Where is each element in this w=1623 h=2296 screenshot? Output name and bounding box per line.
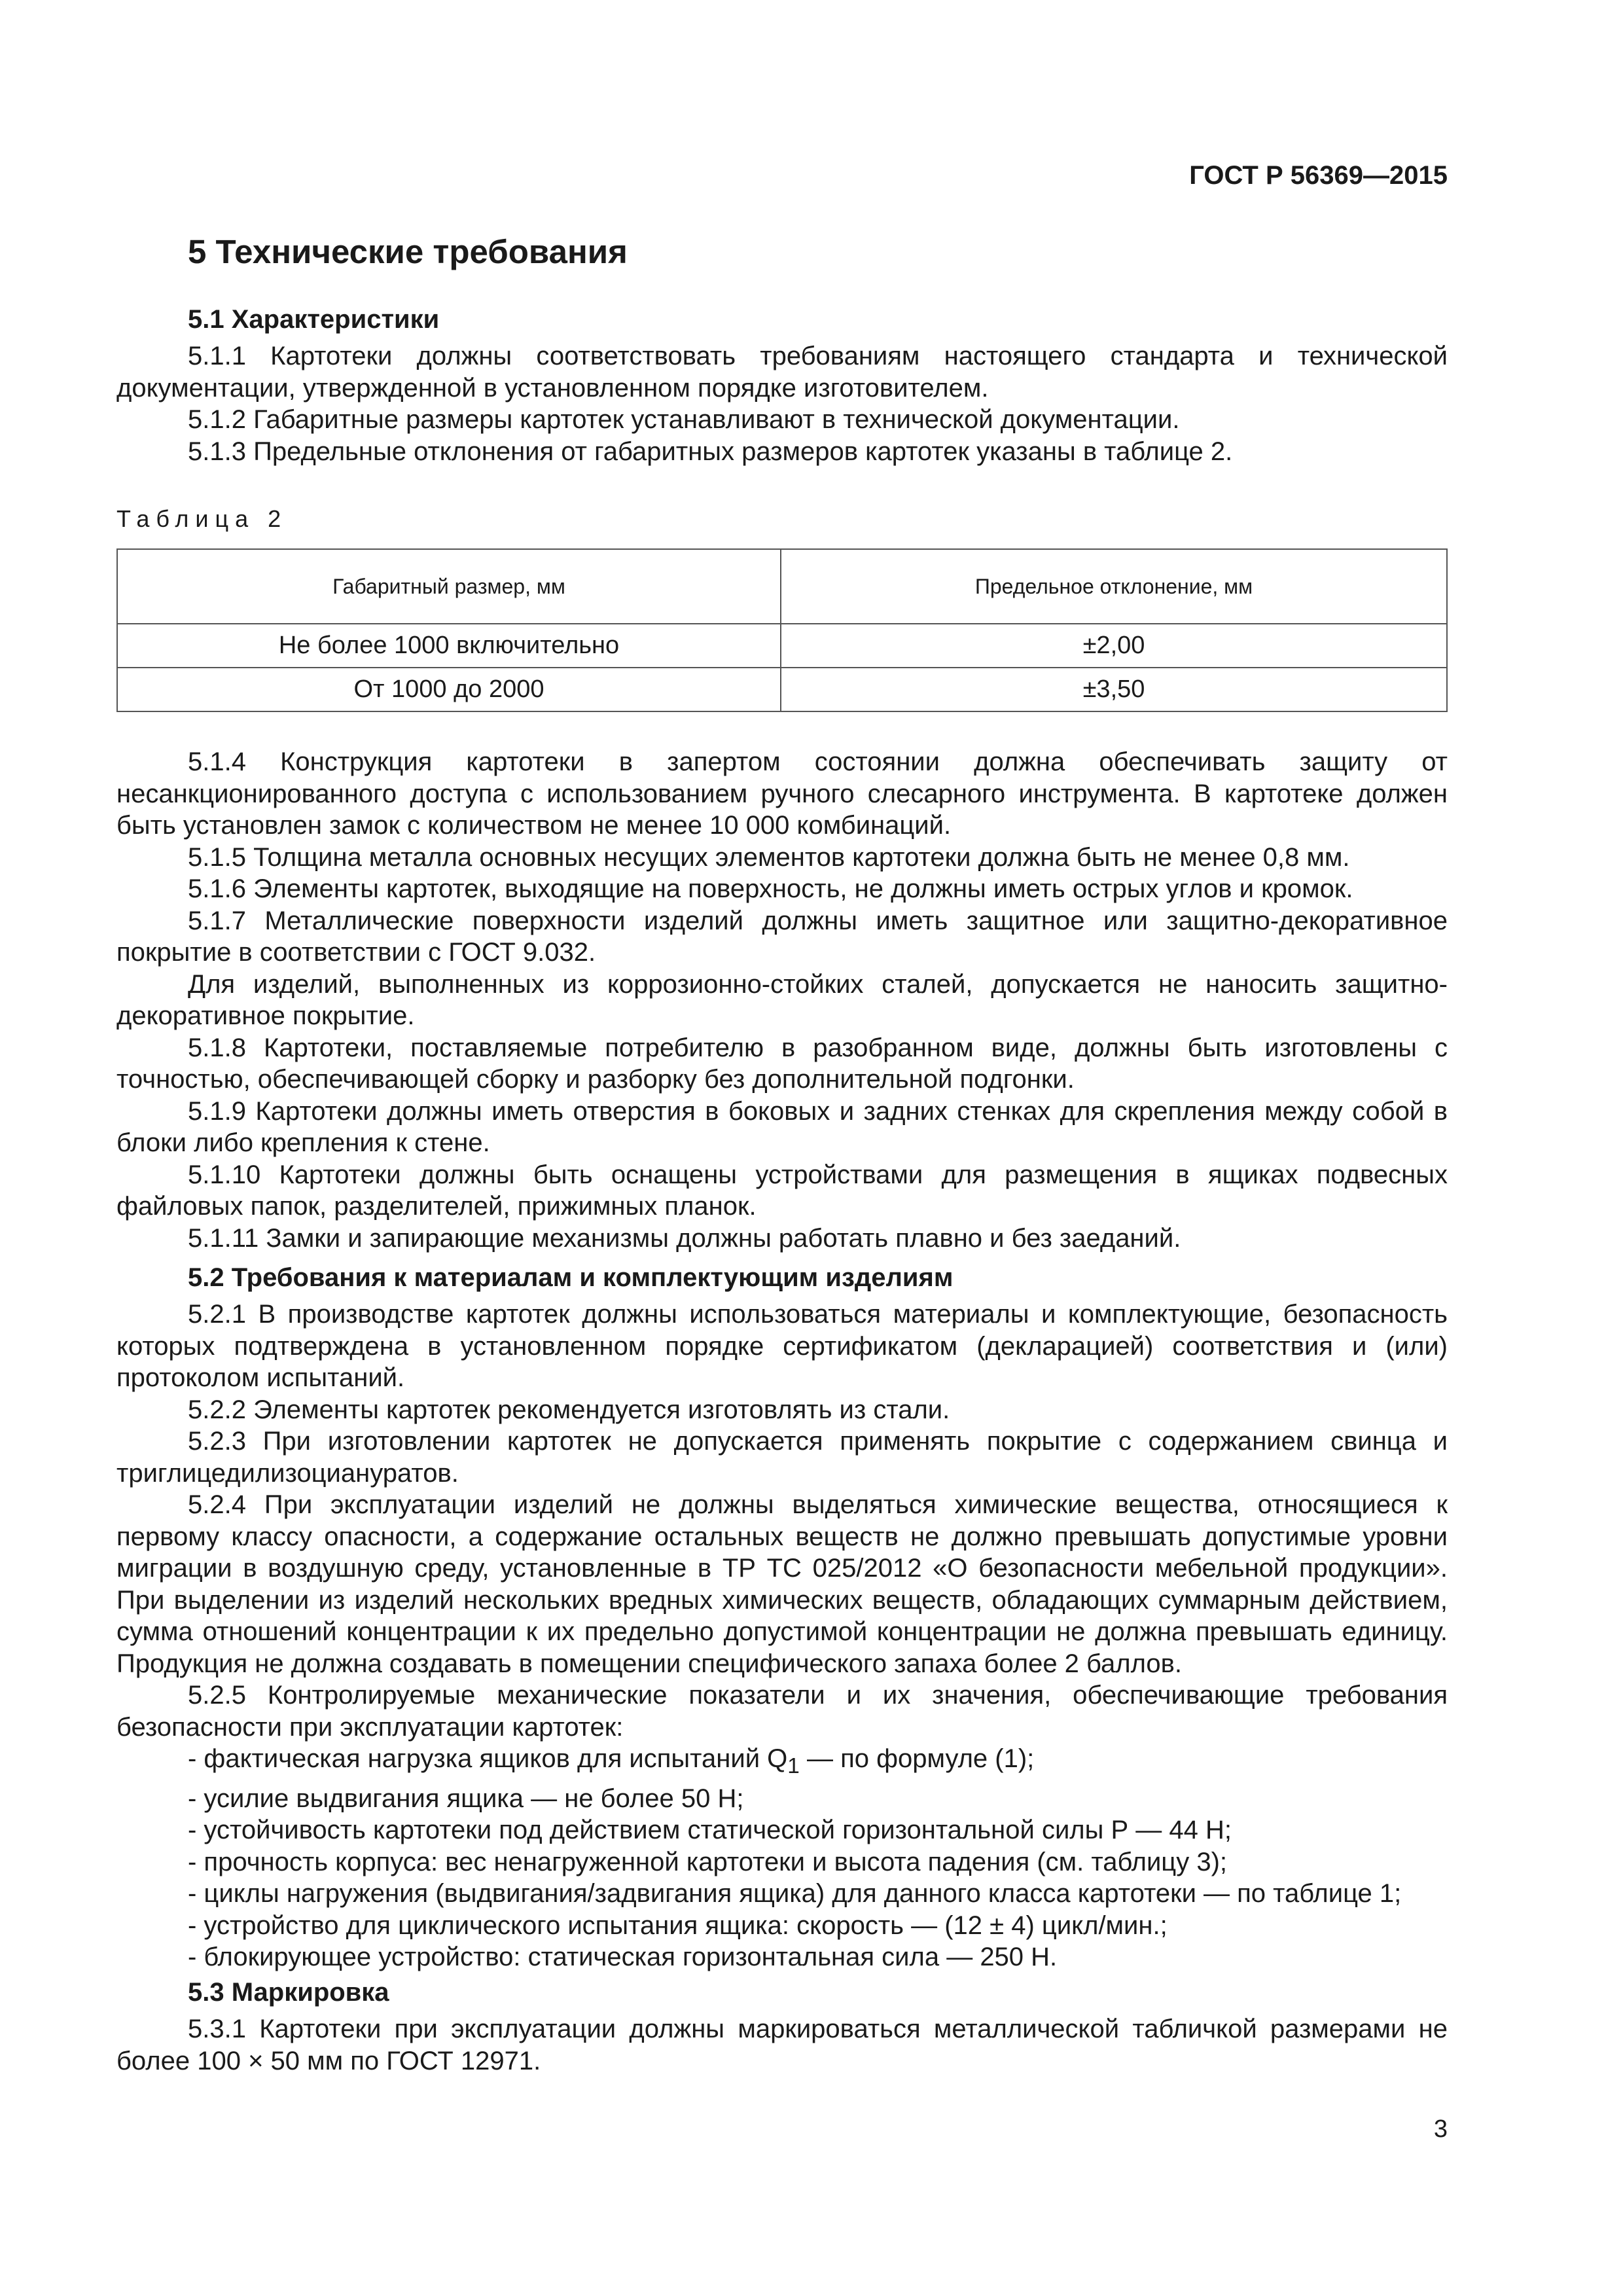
table-cell: От 1000 до 2000 xyxy=(117,668,781,711)
dimensions-table xyxy=(116,548,1448,712)
list-item: - циклы нагружения (выдвигания/задвигания ящика) для данного класса картотеки — по таблице 1; xyxy=(188,1879,1402,1908)
paragraph-5-1-4: 5.1.4 Конструкция картотеки в запертом состоянии должна обеспечивать защиту от несанкционированного доступа с использованием ручного слесарного инструмента. В картотеке должен быть установлен замок с количеством не менее 10 000 комбинаций. xyxy=(116,747,1448,840)
paragraph-5-2-3: 5.2.3 При изготовлении картотек не допускается применять покрытие с содержанием свинца и триглицедилизоциануратов. xyxy=(116,1427,1448,1488)
paragraph-5-1-8: 5.1.8 Картотеки, поставляемые потребителю в разобранном виде, должны быть изготовлены с точностью, обеспечивающей сборку и разборку без дополнительной подгонки. xyxy=(116,1033,1448,1094)
table-cell: ±3,50 xyxy=(781,668,1447,711)
subsection-title-5-2: 5.2 Требования к материалам и комплектующим изделиям xyxy=(188,1263,954,1292)
paragraph-5-2-2: 5.2.2 Элементы картотек рекомендуется изготовлять из стали. xyxy=(188,1395,950,1424)
list-item xyxy=(116,1743,1448,1783)
table-cell: ±2,00 xyxy=(781,624,1447,668)
paragraph-5-1-6: 5.1.6 Элементы картотек, выходящие на поверхность, не должны иметь острых углов и кромок. xyxy=(188,874,1353,903)
table-header-row xyxy=(117,549,1447,624)
table-row xyxy=(117,624,1447,668)
table-caption: Таблица 2 xyxy=(116,505,288,532)
list-item: - усилие выдвигания ящика — не более 50 Н; xyxy=(188,1784,744,1813)
table-row xyxy=(117,668,1447,711)
paragraph-5-1-10: 5.1.10 Картотеки должны быть оснащены устройствами для размещения в ящиках подвесных файловых папок, разделителей, прижимных планок. xyxy=(116,1160,1448,1221)
list-item-text: - фактическая нагрузка ящиков для испытаний Q xyxy=(188,1744,788,1773)
section-5-2-paragraphs xyxy=(116,1299,1448,1973)
document-id: ГОСТ Р 56369—2015 xyxy=(1189,161,1448,190)
paragraph-5-1-7: 5.1.7 Металлические поверхности изделий должны иметь защитное или защитно-декоративное покрытие в соответствии с ГОСТ 9.032. xyxy=(116,906,1448,967)
paragraph-5-2-1: 5.2.1 В производстве картотек должны использоваться материалы и комплектующие, безопасность которых подтверждена в установленном порядке сертификатом (декларацией) соответствия и (или) протоколом испытаний. xyxy=(116,1300,1448,1392)
paragraph-5-1-9: 5.1.9 Картотеки должны иметь отверстия в боковых и задних стенках для скрепления между собой в блоки либо крепления к стене. xyxy=(116,1096,1448,1157)
table-header-cell: Габаритный размер, мм xyxy=(117,549,781,624)
subsection-title-5-3: 5.3 Маркировка xyxy=(188,1978,389,2007)
paragraph-5-1-1: 5.1.1 Картотеки должны соответствовать требованиям настоящего стандарта и технической документации, утвержденной в установленном порядке изготовителем. xyxy=(116,342,1448,403)
list-item-text: — по формуле (1); xyxy=(799,1744,1035,1773)
page-number: 3 xyxy=(1433,2115,1448,2143)
table-cell: Не более 1000 включительно xyxy=(117,624,781,668)
paragraph-5-2-4: 5.2.4 При эксплуатации изделий не должны выделяться химические вещества, относящиеся к первому классу опасности, а содержание остальных веществ не должно превышать допустимые уровни миграции в воздушную среду, установленные в ТР ТС 025/2012 «О безопасности мебельной продукции». При выделении из изделий нескольких вредных химических веществ, обладающих суммарным действием, сумма отношений концентрации к их предельно допустимой концентрации не должна превышать единицу. Продукция не должна создавать в помещении специфического запаха более 2 баллов. xyxy=(116,1490,1448,1678)
subsection-title-5-1: 5.1 Характеристики xyxy=(188,305,440,334)
list-item: - устойчивость картотеки под действием статической горизонтальной силы Р — 44 Н; xyxy=(188,1816,1232,1844)
table-header-cell: Предельное отклонение, мм xyxy=(781,549,1447,624)
paragraph-5-2-5: 5.2.5 Контролируемые механические показатели и их значения, обеспечивающие требования безопасности при эксплуатации картотек: xyxy=(116,1681,1448,1742)
paragraph-5-1-2: 5.1.2 Габаритные размеры картотек устанавливают в технической документации. xyxy=(188,405,1180,434)
section-5-3-paragraphs xyxy=(116,2013,1448,2077)
list-item: - устройство для циклического испытания ящика: скорость — (12 ± 4) цикл/мин.; xyxy=(188,1910,1168,1940)
section-5-1-paragraphs xyxy=(116,340,1448,467)
paragraph-5-1-5: 5.1.5 Толщина металла основных несущих элементов картотеки должна быть не менее 0,8 мм. xyxy=(188,842,1350,872)
paragraph-5-1-7-note: Для изделий, выполненных из коррозионно-стойких сталей, допускается не наносить защитно-декоративное покрытие. xyxy=(116,969,1448,1030)
section-5-1-continued xyxy=(116,746,1448,1254)
paragraph-5-3-1: 5.3.1 Картотеки при эксплуатации должны маркироваться металлической табличкой размерами не более 100 × 50 мм по ГОСТ 12971. xyxy=(116,2015,1448,2075)
paragraph-5-1-11: 5.1.11 Замки и запирающие механизмы должны работать плавно и без заеданий. xyxy=(188,1223,1181,1253)
list-item: - блокирующее устройство: статическая горизонтальная сила — 250 Н. xyxy=(188,1943,1058,1971)
paragraph-5-1-3: 5.1.3 Предельные отклонения от габаритных размеров картотек указаны в таблице 2. xyxy=(188,437,1233,466)
list-item: - прочность корпуса: вес ненагруженной картотеки и высота падения (см. таблицу 3); xyxy=(188,1847,1228,1876)
subscript: 1 xyxy=(787,1754,800,1778)
section-title: 5 Технические требования xyxy=(188,233,628,270)
